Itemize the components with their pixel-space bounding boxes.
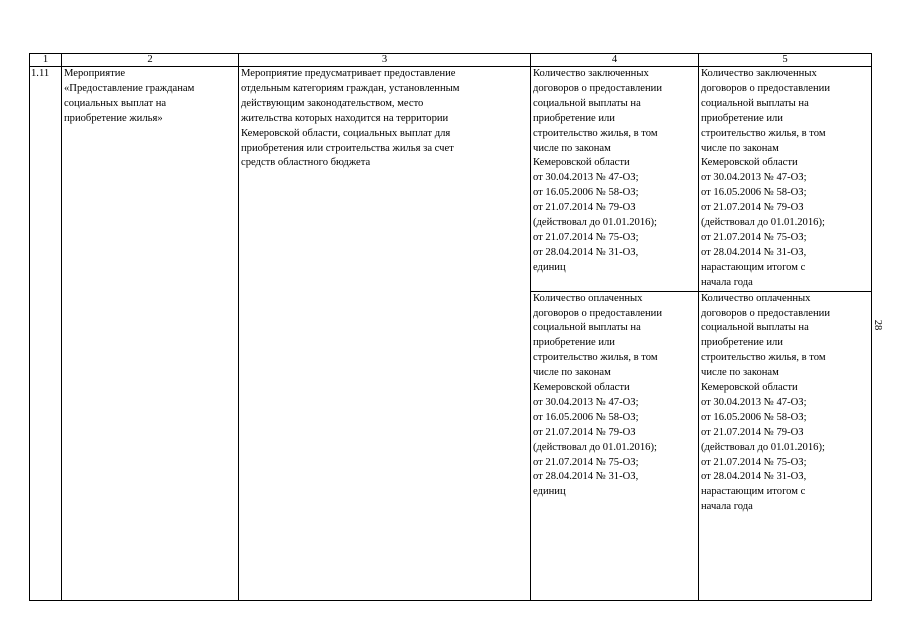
- header-col-1: 1: [30, 54, 62, 67]
- indicator-concluded-col4: Количество заключенных договоров о предоставлении социальной выплаты на приобретение или строительство жилья, в том числе по законам Кемеровской области от 30.04.2013 № 47-ОЗ; от 16.05.2006 № 58-ОЗ; от 21.07.2014 № 79-ОЗ (действовал до 01.01.2016); от 21.07.2014 № 75-ОЗ; от 28.04.2014 № 31-ОЗ, единиц: [533, 68, 662, 273]
- indicator-paid-col5: Количество оплаченных договоров о предоставлении социальной выплаты на приобретение или строительство жилья, в том числе по законам Кемеровской области от 30.04.2013 № 47-ОЗ; от 16.05.2006 № 58-ОЗ; от 21.07.2014 № 79-ОЗ (действовал до 01.01.2016); от 21.07.2014 № 75-ОЗ; от 28.04.2014 № 31-ОЗ, нарастающим итогом с начала года: [701, 292, 830, 513]
- indicator-paid-col4-cell: [531, 291, 699, 600]
- event-name-cell: [62, 67, 239, 601]
- row-number: 1.11: [31, 68, 50, 79]
- event-description-cell: [239, 67, 531, 601]
- indicator-concluded-col4-cell: [531, 67, 699, 292]
- indicator-paid-col5-cell: [699, 291, 872, 600]
- table-row: [30, 67, 872, 292]
- header-col-2: 2: [62, 54, 239, 67]
- document-table: [29, 53, 872, 601]
- indicator-concluded-col5-cell: [699, 67, 872, 292]
- indicator-concluded-col5: Количество заключенных договоров о предоставлении социальной выплаты на приобретение или строительство жилья, в том числе по законам Кемеровской области от 30.04.2013 № 47-ОЗ; от 16.05.2006 № 58-ОЗ; от 21.07.2014 № 79-ОЗ (действовал до 01.01.2016); от 21.07.2014 № 75-ОЗ; от 28.04.2014 № 31-ОЗ, нарастающим итогом с начала года: [701, 68, 830, 288]
- row-number-cell: [30, 67, 62, 601]
- event-name: Мероприятие «Предоставление гражданам социальных выплат на приобретение жилья»: [64, 68, 195, 124]
- event-description: Мероприятие предусматривает предоставление отдельным категориям граждан, установленным действующим законодательством, место жительства которых находится на территории Кемеровской области, социальных выплат для приобретения или строительства жилья за счет средств областного бюджета: [241, 68, 460, 169]
- header-col-5: 5: [699, 54, 872, 67]
- table-header-row: [30, 54, 872, 67]
- header-col-4: 4: [531, 54, 699, 67]
- indicator-paid-col4: Количество оплаченных договоров о предоставлении социальной выплаты на приобретение или строительство жилья, в том числе по законам Кемеровской области от 30.04.2013 № 47-ОЗ; от 16.05.2006 № 58-ОЗ; от 21.07.2014 № 79-ОЗ (действовал до 01.01.2016); от 21.07.2014 № 75-ОЗ; от 28.04.2014 № 31-ОЗ, единиц: [533, 292, 662, 498]
- header-col-3: 3: [239, 54, 531, 67]
- page-number: 28: [872, 319, 883, 331]
